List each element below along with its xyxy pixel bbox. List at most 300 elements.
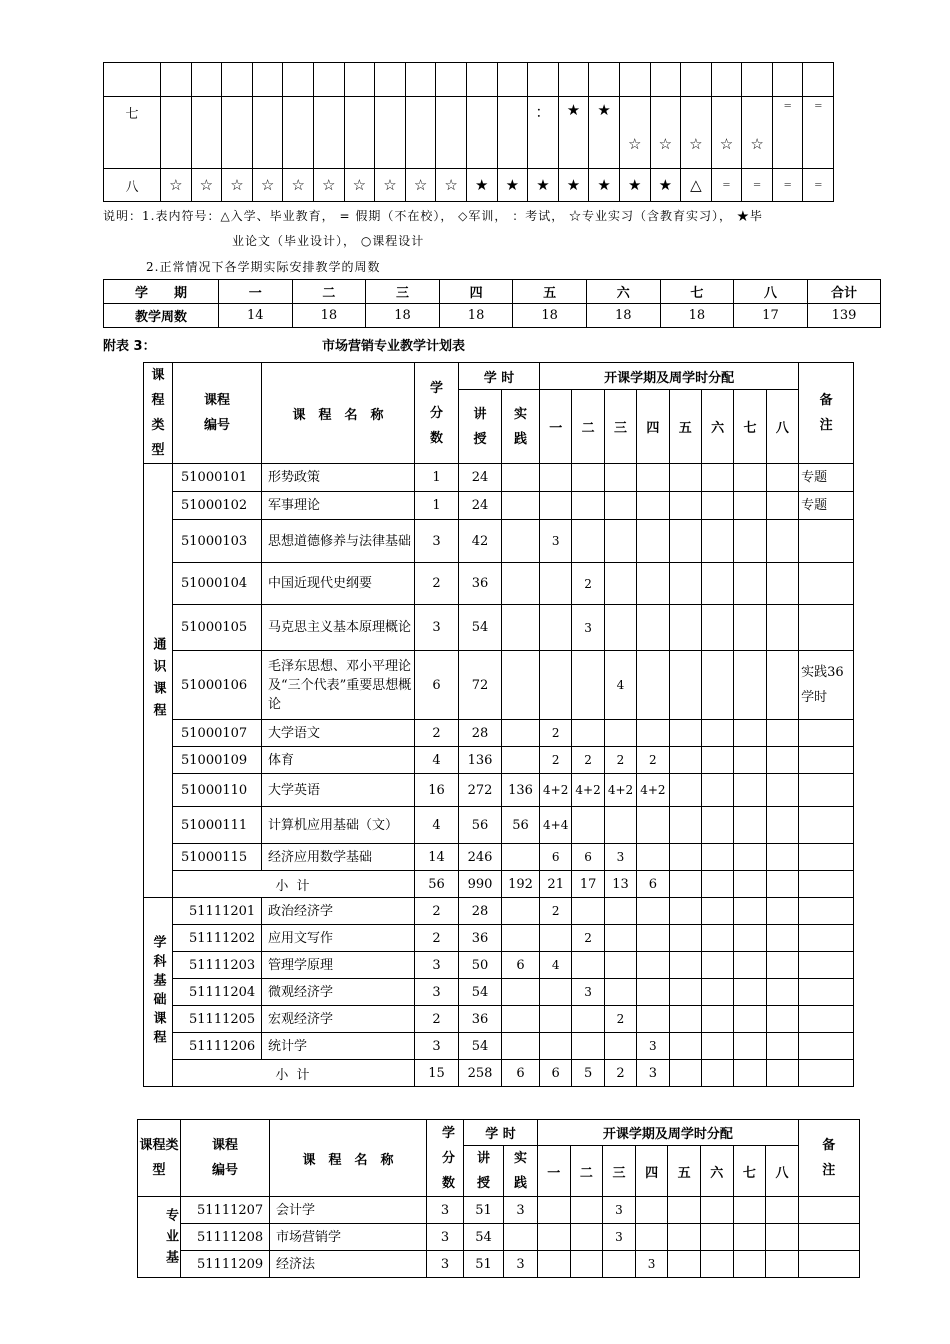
calendar-cell: ☆ [436, 169, 467, 202]
term-hours [734, 492, 766, 520]
term-hours [701, 651, 733, 720]
course-credit: 3 [415, 520, 459, 563]
term-header: 四 [635, 1146, 668, 1197]
course-credit: 3 [415, 605, 459, 651]
term-hours [733, 1251, 766, 1278]
term-hours [766, 1224, 799, 1251]
calendar-cell [436, 97, 467, 169]
calendar-cell [252, 63, 283, 97]
course-remark: 专题 [799, 464, 854, 492]
term-hours [766, 952, 798, 979]
term-hours [637, 925, 669, 952]
term-header: 三 [604, 390, 636, 464]
subtotal-term [669, 1060, 701, 1087]
course-name: 经济法 [270, 1251, 427, 1278]
calendar-cell [252, 97, 283, 169]
course-row [144, 807, 854, 844]
calendar-cell: ： [528, 97, 559, 169]
course-row [144, 747, 854, 774]
term-hours [637, 605, 669, 651]
subtotal-term: 2 [604, 1060, 636, 1087]
weeks-term-header: 二 [292, 280, 366, 304]
subtotal-row [144, 1060, 854, 1087]
course-row [144, 844, 854, 871]
term-hours [668, 1197, 701, 1224]
term-hours [700, 1197, 733, 1224]
course-name: 军事理论 [262, 492, 415, 520]
calendar-cell: ☆ [742, 97, 773, 169]
calendar-cell [191, 63, 222, 97]
remark-header: 备注 [799, 363, 854, 464]
calendar-cell: ★ [650, 169, 681, 202]
course-practice-hours [504, 1224, 538, 1251]
course-practice-hours [502, 844, 540, 871]
term-distribution-header: 开课学期及周学时分配 [538, 1120, 799, 1146]
course-remark [799, 747, 854, 774]
course-lecture-hours: 28 [459, 720, 502, 747]
term-hours [540, 651, 572, 720]
term-hours: 2 [540, 720, 572, 747]
course-code: 51000107 [173, 720, 262, 747]
calendar-cell: ☆ [222, 169, 253, 202]
term-hours [766, 605, 798, 651]
term-hours [540, 925, 572, 952]
subtotal-term: 6 [637, 871, 669, 898]
course-remark: 实践36学时 [799, 651, 854, 720]
term-hours [669, 747, 701, 774]
term-hours: 3 [572, 979, 604, 1006]
course-code: 51000110 [173, 774, 262, 807]
course-row [144, 898, 854, 925]
calendar-cell: △ [681, 169, 712, 202]
course-name: 体育 [262, 747, 415, 774]
term-hours [637, 898, 669, 925]
calendar-cell [497, 63, 528, 97]
course-name: 大学语文 [262, 720, 415, 747]
subtotal-remark [799, 871, 854, 898]
term-hours [669, 563, 701, 605]
subtotal-term [734, 1060, 766, 1087]
term-hours [669, 979, 701, 1006]
term-hours [734, 952, 766, 979]
course-credit: 2 [415, 898, 459, 925]
term-hours [701, 952, 733, 979]
term-hours [733, 1197, 766, 1224]
term-hours [701, 605, 733, 651]
term-hours [734, 1033, 766, 1060]
calendar-cell: = [711, 169, 742, 202]
weeks-value: 18 [439, 304, 513, 328]
legend-note-line1: 说明：1.表内符号：△入学、毕业教育， = 假期（不在校）， ◇军训， ：考试， ☆专业实习（含教育实习）， ★毕 [103, 209, 763, 223]
course-row [144, 925, 854, 952]
term-hours [538, 1197, 571, 1224]
course-code: 51000104 [173, 563, 262, 605]
weeks-term-header: 五 [513, 280, 587, 304]
term-hours [734, 464, 766, 492]
calendar-cell: ★ [589, 169, 620, 202]
calendar-cell [742, 63, 773, 97]
course-remark [798, 1197, 859, 1224]
calendar-cell [283, 63, 314, 97]
term-hours: 3 [603, 1197, 636, 1224]
calendar-cell [191, 97, 222, 169]
course-name: 思想道德修养与法律基础 [262, 520, 415, 563]
course-code: 51000105 [173, 605, 262, 651]
term-hours [766, 898, 798, 925]
course-code: 51111204 [173, 979, 262, 1006]
course-practice-hours: 3 [504, 1197, 538, 1224]
term-hours [604, 807, 636, 844]
calendar-cell: ☆ [252, 169, 283, 202]
course-lecture-hours: 36 [459, 925, 502, 952]
course-type-header: 课程类型 [144, 363, 173, 464]
course-row [144, 605, 854, 651]
term-hours [604, 979, 636, 1006]
term-hours [701, 563, 733, 605]
course-credit: 4 [415, 807, 459, 844]
subtotal-lecture: 258 [459, 1060, 502, 1087]
term-hours [570, 1197, 603, 1224]
term-hours [540, 1033, 572, 1060]
term-hours [669, 520, 701, 563]
course-credit: 2 [415, 563, 459, 605]
course-name: 市场营销学 [270, 1224, 427, 1251]
course-code: 51111206 [173, 1033, 262, 1060]
course-practice-hours [502, 651, 540, 720]
term-hours [766, 651, 798, 720]
subtotal-term [701, 871, 733, 898]
term-hours [701, 520, 733, 563]
course-lecture-hours: 24 [459, 492, 502, 520]
term-hours [572, 651, 604, 720]
course-remark [799, 844, 854, 871]
weeks-value: 18 [366, 304, 440, 328]
term-hours [701, 979, 733, 1006]
course-practice-hours: 136 [502, 774, 540, 807]
term-hours [734, 651, 766, 720]
term-header: 四 [637, 390, 669, 464]
term-hours [572, 1006, 604, 1033]
weeks-header-label: 学 期 [104, 280, 219, 304]
subtotal-term [669, 871, 701, 898]
plan-header-row [144, 363, 854, 390]
term-hours [734, 520, 766, 563]
calendar-cell [772, 63, 803, 97]
course-name: 中国近现代史纲要 [262, 563, 415, 605]
term-hours [637, 720, 669, 747]
course-remark [799, 605, 854, 651]
course-practice-hours: 6 [502, 952, 540, 979]
course-row [138, 1224, 860, 1251]
course-practice-hours [502, 464, 540, 492]
term-hours: 3 [540, 520, 572, 563]
term-hours [766, 1251, 799, 1278]
plan-header-row [138, 1120, 860, 1146]
course-lecture-hours: 51 [464, 1197, 504, 1224]
term-hours [540, 563, 572, 605]
term-hours [604, 464, 636, 492]
term-hours [538, 1224, 571, 1251]
course-code: 51000111 [173, 807, 262, 844]
course-remark [798, 1251, 859, 1278]
course-category-general: 通识课程 [144, 464, 173, 898]
term-hours [734, 563, 766, 605]
term-header: 一 [538, 1146, 571, 1197]
teaching-weeks-table [103, 279, 881, 328]
term-hours: 3 [604, 844, 636, 871]
weeks-term-header: 三 [366, 280, 440, 304]
term-hours [572, 807, 604, 844]
term-header: 二 [570, 1146, 603, 1197]
term-header: 六 [700, 1146, 733, 1197]
term-hours [700, 1251, 733, 1278]
term-hours [766, 979, 798, 1006]
term-hours [701, 1033, 733, 1060]
term-hours [734, 925, 766, 952]
term-hours [604, 520, 636, 563]
course-row [138, 1197, 860, 1224]
term-hours: 2 [540, 898, 572, 925]
course-name: 经济应用数学基础 [262, 844, 415, 871]
term-hours: 2 [572, 747, 604, 774]
week-calendar-table [103, 62, 834, 202]
term-hours [766, 844, 798, 871]
course-practice-hours: 3 [504, 1251, 538, 1278]
term-hours [766, 520, 798, 563]
term-hours: 6 [540, 844, 572, 871]
calendar-cell [222, 97, 253, 169]
course-name: 微观经济学 [262, 979, 415, 1006]
term-hours: 2 [540, 747, 572, 774]
course-credit: 4 [415, 747, 459, 774]
subtotal-term [766, 1060, 798, 1087]
course-lecture-hours: 54 [464, 1224, 504, 1251]
course-remark [799, 807, 854, 844]
term-distribution-header: 开课学期及周学时分配 [540, 363, 799, 390]
calendar-cell [558, 63, 589, 97]
term-hours [572, 492, 604, 520]
subtotal-term: 21 [540, 871, 572, 898]
course-code: 51111209 [181, 1251, 270, 1278]
course-credit: 2 [415, 925, 459, 952]
calendar-cell [344, 63, 375, 97]
subtotal-label: 小 计 [173, 1060, 415, 1087]
term-hours: 2 [604, 747, 636, 774]
term-header: 七 [734, 390, 766, 464]
term-hours [766, 1006, 798, 1033]
term-hours [540, 605, 572, 651]
course-practice-hours [502, 1033, 540, 1060]
course-name-header: 课 程 名 称 [262, 363, 415, 464]
course-remark [799, 1006, 854, 1033]
term-hours [604, 563, 636, 605]
calendar-cell: ☆ [191, 169, 222, 202]
term-hours [701, 844, 733, 871]
subtotal-credit: 15 [415, 1060, 459, 1087]
course-remark [799, 720, 854, 747]
course-remark [799, 952, 854, 979]
remark-header: 备 注 [798, 1120, 859, 1197]
term-hours [734, 807, 766, 844]
course-lecture-hours: 24 [459, 464, 502, 492]
weeks-term-header: 四 [439, 280, 513, 304]
term-hours [637, 979, 669, 1006]
term-hours [734, 720, 766, 747]
subtotal-term: 5 [572, 1060, 604, 1087]
calendar-cell [466, 97, 497, 169]
calendar-cell: ★ [558, 97, 589, 169]
term-hours [572, 1033, 604, 1060]
term-hours: 6 [572, 844, 604, 871]
calendar-cell [161, 97, 192, 169]
weeks-term-header: 八 [734, 280, 808, 304]
course-credit: 1 [415, 464, 459, 492]
course-code-header: 课程编号 [181, 1120, 270, 1197]
term-hours [669, 844, 701, 871]
course-code: 51000102 [173, 492, 262, 520]
course-code: 51000109 [173, 747, 262, 774]
course-remark [799, 520, 854, 563]
weeks-value: 18 [586, 304, 660, 328]
course-name: 马克思主义基本原理概论 [262, 605, 415, 651]
term-hours [669, 952, 701, 979]
term-hours [668, 1251, 701, 1278]
term-hours [604, 605, 636, 651]
course-credit: 3 [427, 1251, 464, 1278]
term-hours [572, 520, 604, 563]
term-hours [604, 925, 636, 952]
course-row [144, 464, 854, 492]
credit-header: 学分数 [415, 363, 459, 464]
course-code: 51111203 [173, 952, 262, 979]
legend-note-line2: 业论文（毕业设计）， ○课程设计 [232, 234, 425, 248]
course-credit: 16 [415, 774, 459, 807]
course-code: 51111205 [173, 1006, 262, 1033]
term-hours [572, 720, 604, 747]
term-hours [669, 605, 701, 651]
course-practice-hours [502, 520, 540, 563]
term-hours [637, 651, 669, 720]
course-practice-hours [502, 605, 540, 651]
calendar-cell [528, 63, 559, 97]
calendar-term-label: 七 [104, 97, 161, 169]
course-row [144, 952, 854, 979]
subtotal-term: 3 [637, 1060, 669, 1087]
course-lecture-hours: 54 [459, 1033, 502, 1060]
calendar-cell [466, 63, 497, 97]
course-practice-hours [502, 979, 540, 1006]
course-lecture-hours: 56 [459, 807, 502, 844]
term-hours [540, 1006, 572, 1033]
calendar-cell: ☆ [650, 97, 681, 169]
calendar-cell [650, 63, 681, 97]
term-hours [604, 952, 636, 979]
term-hours: 3 [637, 1033, 669, 1060]
term-hours: 2 [637, 747, 669, 774]
calendar-row-blank [104, 63, 834, 97]
subtotal-practice: 192 [502, 871, 540, 898]
term-hours [637, 807, 669, 844]
course-credit: 1 [415, 492, 459, 520]
calendar-term-label: 八 [104, 169, 161, 202]
subtotal-term [701, 1060, 733, 1087]
calendar-row-seven [104, 97, 834, 169]
subtotal-practice: 6 [502, 1060, 540, 1087]
lecture-header: 讲授 [459, 390, 502, 464]
course-lecture-hours: 51 [464, 1251, 504, 1278]
course-name: 应用文写作 [262, 925, 415, 952]
term-hours [734, 844, 766, 871]
course-name: 大学英语 [262, 774, 415, 807]
course-code-header: 课程编号 [173, 363, 262, 464]
term-header: 八 [766, 1146, 799, 1197]
term-header: 五 [669, 390, 701, 464]
term-header: 五 [668, 1146, 701, 1197]
term-hours [669, 807, 701, 844]
term-hours [701, 925, 733, 952]
term-hours [637, 844, 669, 871]
calendar-cell: ☆ [619, 97, 650, 169]
calendar-cell [681, 63, 712, 97]
course-lecture-hours: 246 [459, 844, 502, 871]
subtotal-remark [799, 1060, 854, 1087]
calendar-cell [104, 63, 161, 97]
course-category-basic: 学科基础课程 [144, 898, 173, 1087]
calendar-cell [589, 63, 620, 97]
practice-header: 实践 [502, 390, 540, 464]
course-name: 统计学 [262, 1033, 415, 1060]
subtotal-term [766, 871, 798, 898]
calendar-cell [619, 63, 650, 97]
course-remark [799, 563, 854, 605]
term-hours [604, 720, 636, 747]
term-hours [701, 492, 733, 520]
term-hours [701, 747, 733, 774]
calendar-cell: = [803, 97, 834, 169]
calendar-cell [405, 63, 436, 97]
calendar-cell: ★ [466, 169, 497, 202]
course-row [144, 774, 854, 807]
course-remark [799, 774, 854, 807]
weeks-term-header: 合计 [807, 280, 881, 304]
course-credit: 3 [415, 952, 459, 979]
course-name: 会计学 [270, 1197, 427, 1224]
calendar-cell: ★ [497, 169, 528, 202]
weeks-value: 18 [292, 304, 366, 328]
course-row [144, 651, 854, 720]
subtotal-credit: 56 [415, 871, 459, 898]
calendar-cell: ☆ [711, 97, 742, 169]
term-hours [604, 898, 636, 925]
subtotal-label: 小 计 [173, 871, 415, 898]
teaching-plan-table [143, 362, 854, 1087]
term-hours: 4+2 [572, 774, 604, 807]
calendar-cell [803, 63, 834, 97]
weeks-note: 2.正常情况下各学期实际安排教学的周数 [146, 260, 381, 274]
term-hours [637, 520, 669, 563]
term-hours: 4 [540, 952, 572, 979]
course-lecture-hours: 50 [459, 952, 502, 979]
weeks-value: 139 [807, 304, 881, 328]
course-row [144, 563, 854, 605]
term-hours [734, 605, 766, 651]
term-hours [701, 1006, 733, 1033]
term-hours: 2 [572, 563, 604, 605]
term-hours [572, 464, 604, 492]
calendar-cell: ★ [619, 169, 650, 202]
course-code: 51111201 [173, 898, 262, 925]
term-hours [540, 979, 572, 1006]
